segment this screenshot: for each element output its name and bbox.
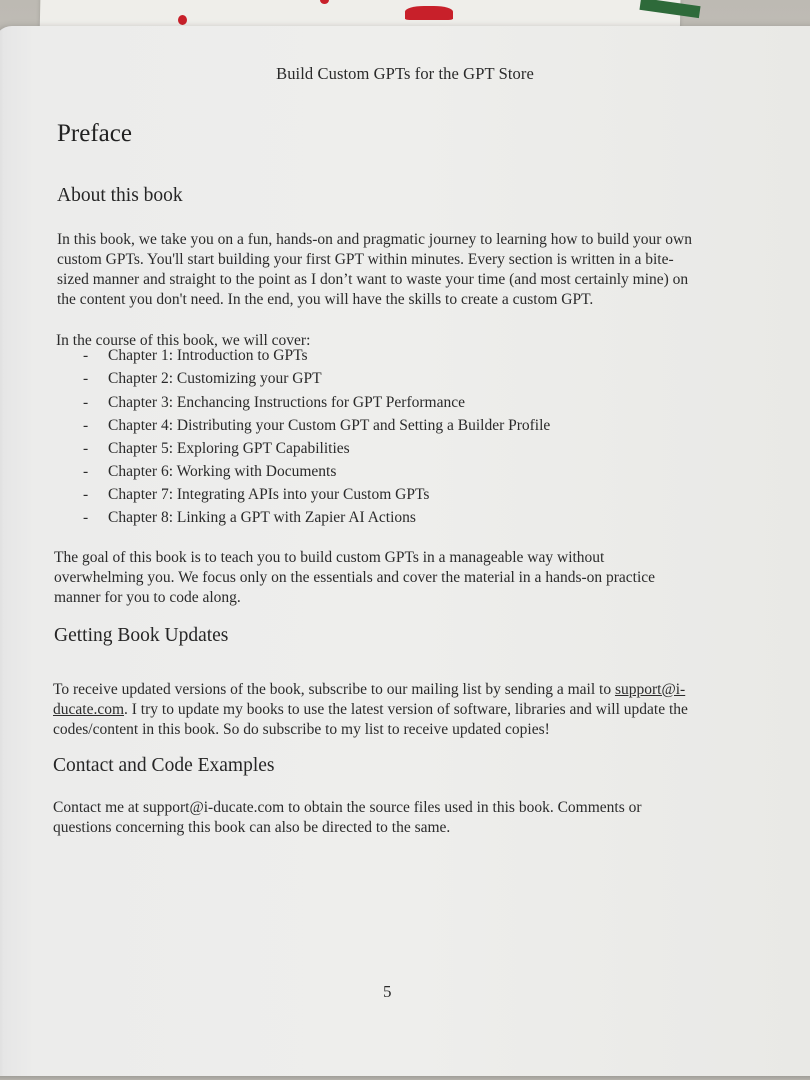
paragraph-line — [53, 680, 688, 700]
paragraph-line: In this book, we take you on a fun, hands-on and pragmatic journey to learning how to build your own — [57, 231, 692, 248]
email-link[interactable]: support@i- — [614, 681, 686, 698]
paragraph-line: Contact me at support@i-ducate.com to obtain the source files used in this book. Comments or — [53, 799, 642, 816]
chapter-item: Chapter 4: Distributing your Custom GPT and Setting a Builder Profile — [108, 417, 551, 434]
updates-text: To receive updated versions of the book, subscribe to our mailing list by sending a mail to — [53, 681, 615, 698]
chapter-item: Chapter 2: Customizing your GPT — [108, 370, 322, 387]
updates-paragraph — [53, 680, 688, 740]
list-bullet: - — [83, 509, 89, 526]
about-paragraph — [57, 230, 692, 310]
list-bullet: - — [83, 486, 89, 503]
paragraph-line: The goal of this book is to teach you to build custom GPTs in a manageable way without — [54, 549, 605, 566]
contact-paragraph — [53, 798, 642, 838]
paragraph-line: questions concerning this book can also be directed to the same. — [53, 819, 451, 836]
running-head: Build Custom GPTs for the GPT Store — [276, 64, 534, 83]
chapter-list-intro: In the course of this book, we will cover: — [56, 332, 311, 349]
chapter-item: Chapter 1: Introduction to GPTs — [108, 347, 308, 364]
updates-text: . I try to update my books to use the latest version of software, libraries and will update the — [124, 701, 688, 718]
list-bullet: - — [83, 417, 89, 434]
paragraph-line: the content you don't need. In the end, you will have the skills to create a custom GPT. — [57, 291, 594, 308]
section-heading-updates: Getting Book Updates — [54, 625, 229, 646]
paragraph-line: manner for you to code along. — [54, 589, 241, 606]
paragraph-line: overwhelming you. We focus only on the essentials and cover the material in a hands-on practice — [54, 569, 656, 586]
page-number: 5 — [383, 982, 392, 1001]
section-heading-about: About this book — [57, 185, 183, 206]
list-bullet: - — [83, 440, 89, 457]
list-bullet: - — [83, 347, 89, 364]
chapter-item: Chapter 3: Enchancing Instructions for GPT Performance — [108, 394, 465, 411]
paragraph-line: custom GPTs. You'll start building your first GPT within minutes. Every section is written in a bite- — [57, 251, 674, 268]
list-bullet: - — [83, 463, 89, 480]
list-bullet: - — [83, 394, 89, 411]
goal-paragraph — [54, 548, 655, 608]
paragraph-line: codes/content in this book. So do subscribe to my list to receive updated copies! — [53, 721, 550, 738]
chapter-item: Chapter 5: Exploring GPT Capabilities — [108, 440, 350, 457]
list-bullet: - — [83, 370, 89, 387]
chapter-item: Chapter 7: Integrating APIs into your Custom GPTs — [108, 486, 430, 503]
email-link[interactable]: ducate.com — [53, 701, 125, 718]
paragraph-line: sized manner and straight to the point as I don’t want to waste your time (and most certainly mine) on — [57, 271, 689, 288]
chapter-item: Chapter 6: Working with Documents — [108, 463, 337, 480]
chapter-item: Chapter 8: Linking a GPT with Zapier AI Actions — [108, 509, 416, 526]
page-title: Preface — [57, 120, 132, 147]
section-heading-contact: Contact and Code Examples — [53, 755, 275, 776]
paragraph-line — [53, 700, 688, 720]
